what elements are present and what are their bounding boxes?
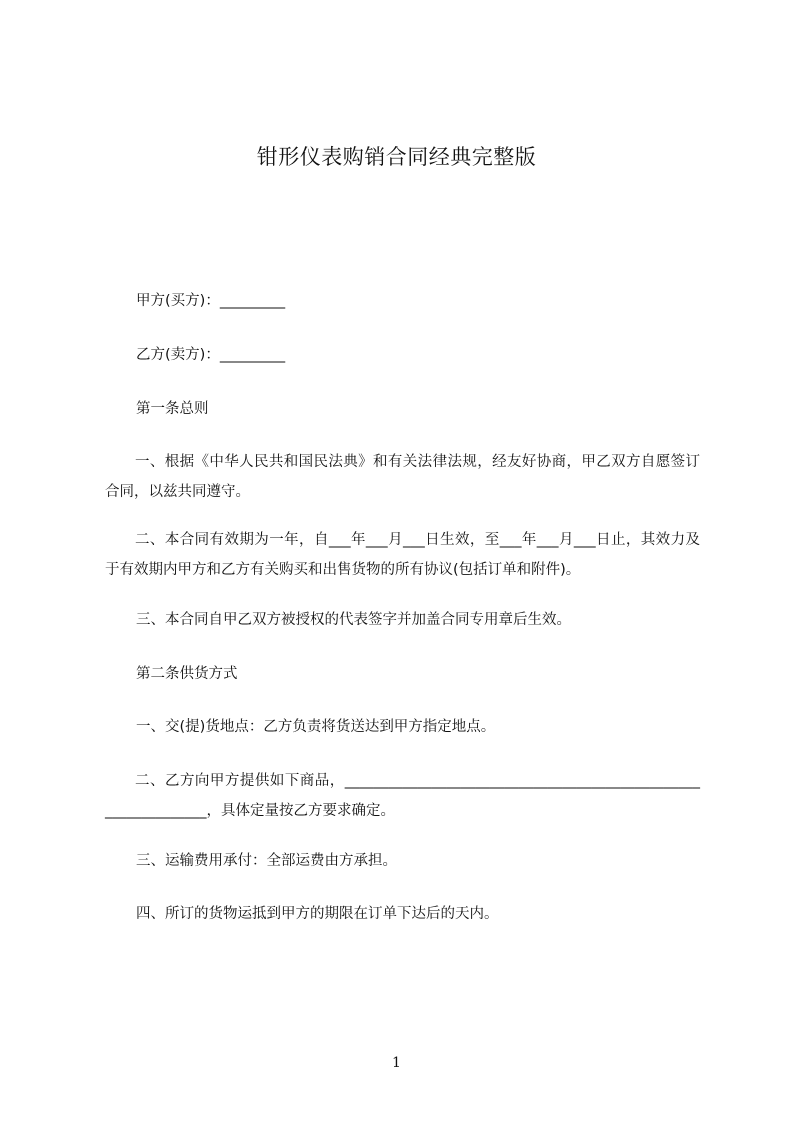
party-b-line: 乙方(卖方)：_________: [136, 347, 286, 363]
document-title: 钳形仪表购销合同经典完整版: [256, 145, 537, 169]
article-2-clause-2: 二、乙方向甲方提供如下商品，_______________________________________________________________，具体定量按乙方要求确定。: [105, 773, 700, 819]
article-1-heading: 第一条总则: [136, 401, 209, 417]
page-number: 1: [392, 1055, 401, 1071]
article-1-clause-2: 二、本合同有效期为一年，自___年___月___日生效，至___年___月___日止，其效力及于有效期内甲方和乙方有关购买和出售货物的所有协议(包括订单和附件)。: [105, 532, 700, 578]
article-2-clause-4: 四、所订的货物运抵到甲方的期限在订单下达后的天内。: [136, 906, 499, 922]
article-1-clause-1: 一、根据《中华人民共和国民法典》和有关法律法规，经友好协商，甲乙双方自愿签订合同，以兹共同遵守。: [105, 454, 700, 500]
article-1-clause-3: 三、本合同自甲乙双方被授权的代表签字并加盖合同专用章后生效。: [136, 612, 571, 628]
article-2-clause-3: 三、运输费用承付：全部运费由方承担。: [136, 853, 397, 869]
article-2-heading: 第二条供货方式: [136, 666, 238, 682]
article-2-clause-1: 一、交(提)货地点：乙方负责将货送达到甲方指定地点。: [136, 719, 496, 735]
party-a-line: 甲方(买方)：_________: [136, 293, 286, 309]
